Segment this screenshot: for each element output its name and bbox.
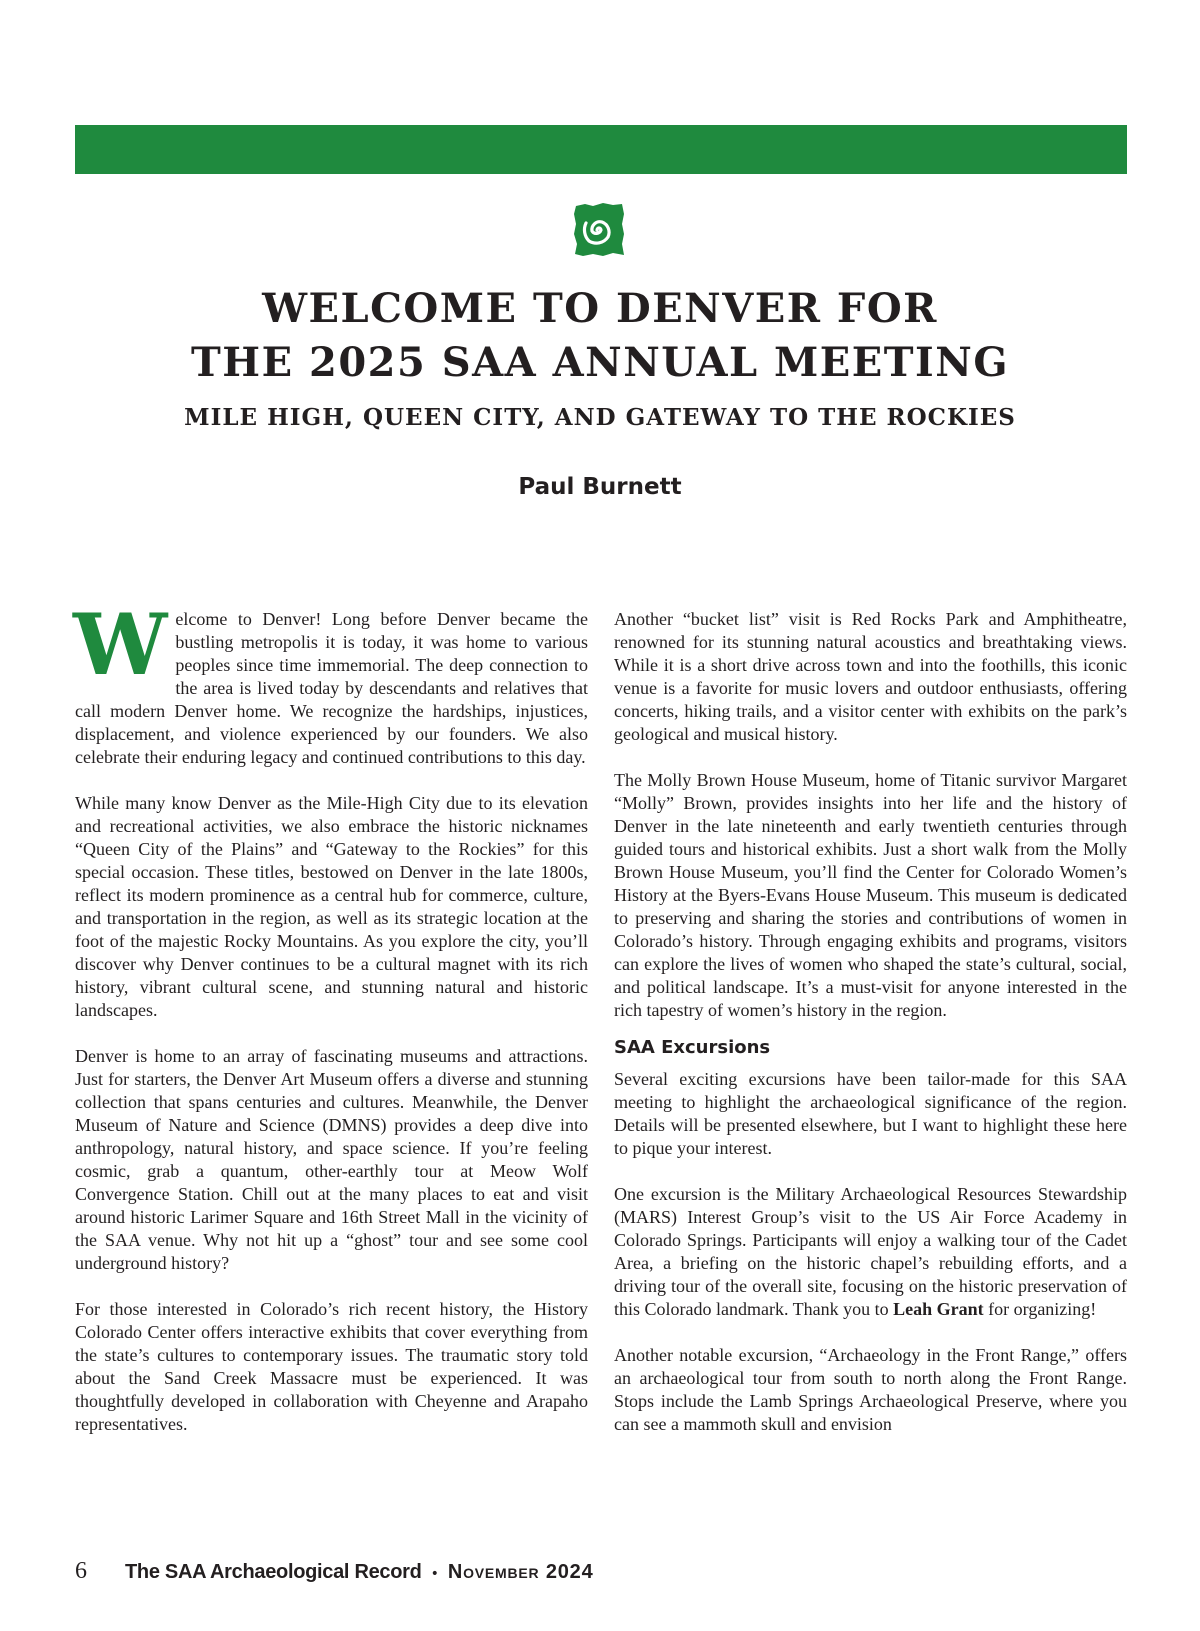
footer-bullet: • xyxy=(430,1566,439,1582)
issue-date: November 2024 xyxy=(447,1561,594,1583)
paragraph-intro-text: elcome to Denver! Long before Denver became the bustling metropolis it is today, it was home to various peoples since time immemorial. The deep connection to the area is lived today by descendants and relatives that call modern Denver home. We recognize the hardships, injustices, displacement, and violence experienced by our founders. We also celebrate their enduring legacy and continued contributions to this day. xyxy=(75,609,588,767)
paragraph-molly-brown: The Molly Brown House Museum, home of Titanic survivor Margaret “Molly” Brown, provides insights into her life and the history of Denver in the late nineteenth and early twentieth centuries through guided tours and historical exhibits. Just a short walk from the Molly Brown House Museum, you’ll find the Center for Colorado Women’s History at the Byers-Evans House Museum. This museum is dedicated to preserving and sharing the stories and contributions of women in Colorado’s history. Through engaging exhibits and programs, visitors can explore the lives of women who shaped the state’s cultural, social, and political landscape. It’s a must-visit for anyone interested in the rich tapestry of women’s history in the region. xyxy=(614,770,1127,1020)
paragraph-mars-text: One excursion is the Military Archaeological Resources Stewardship (MARS) Interest Group’s visit to the US Air Force Academy in Colorado Springs. Participants will enjoy a walking tour of the Cadet Area, a briefing on the historic chapel’s rebuilding efforts, and a driving tour of the overall site, focusing on the historic preservation of this Colorado landmark. Thank you to xyxy=(614,1184,1127,1319)
header-color-bar xyxy=(75,125,1127,174)
organizer-name: Leah Grant xyxy=(893,1299,984,1319)
drop-cap: W xyxy=(73,595,168,694)
paragraph-front-range: Another notable excursion, “Archaeology in the Front Range,” offers an archaeological tour from south to north along the Front Range. Stops include the Lamb Springs Archaeological Preserve, where you can see a mammoth skull and envision xyxy=(614,1345,1127,1434)
author-name: Paul Burnett xyxy=(518,474,682,500)
paragraph-red-rocks: Another “bucket list” visit is Red Rocks Park and Amphitheatre, renowned for its stunning natural acoustics and breathtaking views. While it is a short drive across town and into the foothills, this iconic venue is a favorite for music lovers and outdoor enthusiasts, offering concerts, hiking trails, and a visitor center with exhibits on the park’s geological and musical history. xyxy=(614,609,1127,744)
paragraph-nicknames: While many know Denver as the Mile-High City due to its elevation and recreational activities, we also embrace the historic nicknames “Queen City of the Plains” and “Gateway to the Rockies” for this special occasion. These titles, bestowed on Denver in the late 1800s, reflect its modern prominence as a central hub for commerce, culture, and transportation in the region, as well as its strategic location at the foot of the majestic Rocky Mountains. As you explore the city, you’ll discover why Denver continues to be a cultural magnet with its rich history, vibrant cultural scene, and stunning natural and historic landscapes. xyxy=(75,793,588,1020)
page-footer xyxy=(75,1558,594,1588)
paragraph-mars-closing: for organizing! xyxy=(988,1299,1097,1319)
article-subtitle: MILE HIGH, QUEEN CITY, AND GATEWAY TO THE ROCKIES xyxy=(184,404,1016,431)
paragraph-intro xyxy=(73,595,588,769)
article-title xyxy=(0,282,1200,390)
left-column xyxy=(73,595,588,1459)
paragraph-excursions-intro: Several exciting excursions have been tailor-made for this SAA meeting to highlight the archaeological significance of the region. Details will be presented elsewhere, but I want to highlight these here to pique your interest. xyxy=(614,1069,1127,1158)
page-number: 6 xyxy=(75,1558,87,1584)
section-heading-excursions: SAA Excursions xyxy=(614,1037,771,1058)
publication-name: The SAA Archaeological Record xyxy=(125,1561,422,1583)
article-title-line-2: THE 2025 SAA ANNUAL MEETING xyxy=(191,339,1009,386)
spiral-logo-icon xyxy=(573,202,625,258)
article-title-line-1: WELCOME TO DENVER FOR xyxy=(262,285,938,332)
right-column xyxy=(614,608,1127,1459)
paragraph-mars-excursion xyxy=(614,1183,1127,1321)
paragraph-museums: Denver is home to an array of fascinating museums and attractions. Just for starters, the Denver Art Museum offers a diverse and stunning collection that spans centuries and cultures. Meanwhile, the Denver Museum of Nature and Science (DMNS) provides a deep dive into anthropology, natural history, and space science. If you’re feeling cosmic, grab a quantum, other-earthly tour at Meow Wolf Convergence Station. Chill out at the many places to eat and visit around historic Larimer Square and 16th Street Mall in the vicinity of the SAA venue. Why not hit up a “ghost” tour and see some cool underground history? xyxy=(75,1046,588,1273)
paragraph-history-center: For those interested in Colorado’s rich recent history, the History Colorado Center offers interactive exhibits that cover everything from the state’s cultures to contemporary issues. The traumatic story told about the Sand Creek Massacre must be experienced. It was thoughtfully developed in collaboration with Cheyenne and Arapaho representatives. xyxy=(75,1299,588,1434)
